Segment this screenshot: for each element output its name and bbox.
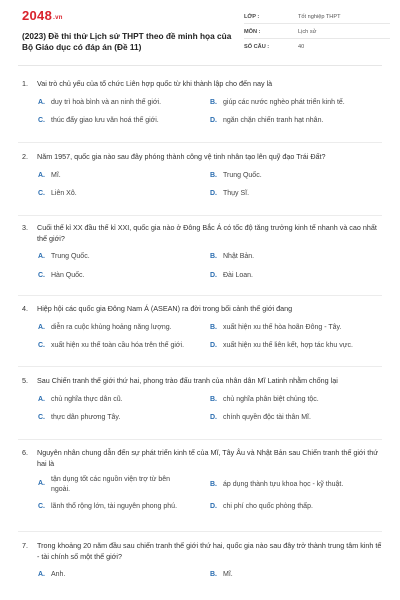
question-4 [18,304,382,351]
question-text: Nguyên nhân chung dẫn đến sự phát triển kinh tế của Mĩ, Tây Âu và Nhật Bản sau Chiến tranh thế giới thứ hai là [37,448,379,468]
option-d[interactable] [210,271,382,281]
question-text: Hiệp hội các quốc gia Đông Nam Á (ASEAN) ra đời trong bối cảnh thế giới đang [37,304,293,313]
option-letter: B. [210,323,217,331]
option-c[interactable] [38,502,210,512]
question-stem [18,541,382,562]
option-letter: C. [38,414,45,421]
option-b[interactable] [210,98,382,108]
option-b[interactable] [210,395,382,405]
option-letter: D. [210,503,217,510]
option-letter: B. [210,253,217,260]
option-letter: A. [38,98,45,106]
question-number: 3. [22,223,28,232]
option-text: thúc đẩy giao lưu văn hoá thế giới. [51,117,159,124]
question-number: 5. [22,376,28,385]
option-list [18,570,382,580]
question-stem [18,223,382,244]
option-letter: D. [210,414,217,421]
option-text: thực dân phương Tây. [51,414,121,421]
option-text: áp dụng thành tựu khoa học - kỹ thuật. [223,480,344,488]
option-b[interactable] [210,252,382,262]
option-b[interactable] [210,171,382,181]
option-text: Đài Loan. [223,271,253,279]
option-letter: C. [38,503,45,510]
option-text: ngăn chặn chiến tranh hạt nhân. [223,117,324,124]
option-list [18,98,382,126]
question-text: Sau Chiến tranh thế giới thứ hai, phong trào đấu tranh của nhân dân Mĩ Latinh nhằm chống lại [37,376,338,385]
option-letter: D. [210,117,217,124]
option-text: Liên Xô. [51,190,77,197]
exam-header [18,0,382,66]
meta-row-subject [244,25,390,39]
option-list [18,475,382,512]
option-list [18,171,382,199]
question-text: Năm 1957, quốc gia nào sau đây phóng thành công vệ tinh nhân tạo lên quỹ đạo Trái Đất? [37,152,326,161]
option-text: Mĩ. [223,571,233,578]
option-text: Thụy Sĩ. [223,190,250,197]
option-b[interactable] [210,323,382,333]
option-letter: B. [210,395,217,403]
option-a[interactable] [38,475,210,494]
option-b[interactable] [210,570,382,580]
option-text: xuất hiện xu thế hòa hoãn Đông - Tây. [223,323,342,331]
option-text: Mĩ. [51,171,61,179]
option-letter: D. [210,342,217,349]
option-text: Hàn Quốc. [51,271,85,279]
option-text: lãnh thổ rộng lớn, tài nguyên phong phú. [51,503,178,510]
option-a[interactable] [38,395,210,405]
question-5 [18,376,382,423]
question-stem [18,376,382,387]
question-number: 2. [22,152,28,161]
question-divider [18,142,382,143]
logo-suffix: .vn [53,15,63,21]
option-text: Trung Quốc. [223,171,262,179]
option-letter: B. [210,571,217,578]
option-letter: A. [38,480,45,487]
option-text: chủ nghĩa thực dân cũ. [51,395,123,403]
option-d[interactable] [210,502,382,512]
question-stem [18,79,382,90]
question-1 [18,79,382,126]
option-d[interactable] [210,413,382,423]
question-divider [18,215,382,216]
question-stem [18,448,382,469]
question-3 [18,223,382,280]
question-number: 6. [22,448,28,457]
option-text: Nhật Bản. [223,253,255,260]
option-text: giúp các nước nghèo phát triển kinh tế. [223,98,345,106]
option-text: xuất hiện xu thế liên kết, hợp tác khu vực. [223,342,353,349]
question-number: 7. [22,541,28,550]
option-text: chi phí cho quốc phòng thấp. [223,503,313,510]
question-number: 1. [22,79,28,88]
question-text: Cuối thế kỉ XX đầu thế kỉ XXI, quốc gia nào ở Đông Bắc Á có tốc độ tăng trưởng kinh tế nhanh và cao nhất thế giới? [37,223,377,243]
option-a[interactable] [38,570,210,580]
question-text: Trong khoảng 20 năm đầu sau chiến tranh thế giới thứ hai, quốc gia nào sau đây trở thành trung tâm kinh tế - tài chính số một thế giới? [37,541,382,561]
meta-value: Tốt nghiệp THPT [298,13,341,20]
question-number: 4. [22,304,28,313]
option-letter: C. [38,271,45,279]
option-letter: B. [210,480,217,488]
option-text: duy trì hoà bình và an ninh thế giới. [51,98,162,106]
option-c[interactable] [38,271,210,281]
site-logo[interactable] [22,8,63,23]
option-c[interactable] [38,341,210,351]
option-text: tận dụng tốt các nguồn viện trợ từ bên ngoài. [51,476,171,493]
question-divider [18,366,382,367]
question-divider [18,439,382,440]
question-stem [18,152,382,163]
meta-row-grade [244,10,390,24]
question-divider [18,531,382,532]
option-c[interactable] [38,116,210,126]
option-text: chủ nghĩa phân biệt chủng tộc. [223,395,319,403]
option-letter: C. [38,190,45,197]
meta-value: 40 [298,44,305,50]
option-c[interactable] [38,189,210,199]
option-letter: D. [210,190,217,197]
option-letter: A. [38,571,45,578]
question-6 [18,448,382,512]
option-text: chính quyền độc tài thân Mĩ. [223,414,311,421]
option-a[interactable] [38,323,210,333]
meta-label: LỚP : [244,13,260,20]
option-d[interactable] [210,116,382,126]
option-d[interactable] [210,341,382,351]
option-letter: B. [210,171,217,179]
option-letter: C. [38,117,45,124]
option-letter: B. [210,98,217,106]
option-letter: D. [210,271,217,279]
question-divider [18,295,382,296]
option-letter: A. [38,395,45,403]
option-letter: A. [38,323,45,331]
option-list [18,323,382,351]
option-text: Trung Quốc. [51,253,90,260]
option-b[interactable] [210,475,382,494]
option-a[interactable] [38,171,210,181]
question-stem [18,304,382,315]
option-a[interactable] [38,252,210,262]
meta-label: MÔN : [244,28,261,35]
logo-text: 2048 [22,8,53,23]
meta-label: SỐ CÂU : [244,44,270,50]
meta-row-count [244,40,390,54]
option-text: diễn ra cuộc khủng hoảng năng lượng. [51,323,172,331]
exam-title: (2023) Đề thi thử Lịch sử THPT theo đề minh họa của Bộ Giáo dục có đáp án (Đề 11) [22,31,232,52]
exam-meta [244,10,390,55]
option-text: xuất hiện xu thế toàn cầu hóa trên thế giới. [51,342,185,349]
question-7 [18,541,382,580]
question-text: Vai trò chủ yếu của tổ chức Liên hợp quốc từ khi thành lập cho đến nay là [37,79,273,88]
option-letter: A. [38,253,45,260]
option-c[interactable] [38,413,210,423]
option-a[interactable] [38,98,210,108]
option-d[interactable] [210,189,382,199]
meta-value: Lịch sử [298,28,317,35]
option-text: Anh. [51,571,66,578]
option-letter: A. [38,171,45,179]
question-2 [18,152,382,199]
option-list [18,252,382,280]
option-list [18,395,382,423]
option-letter: C. [38,342,45,349]
